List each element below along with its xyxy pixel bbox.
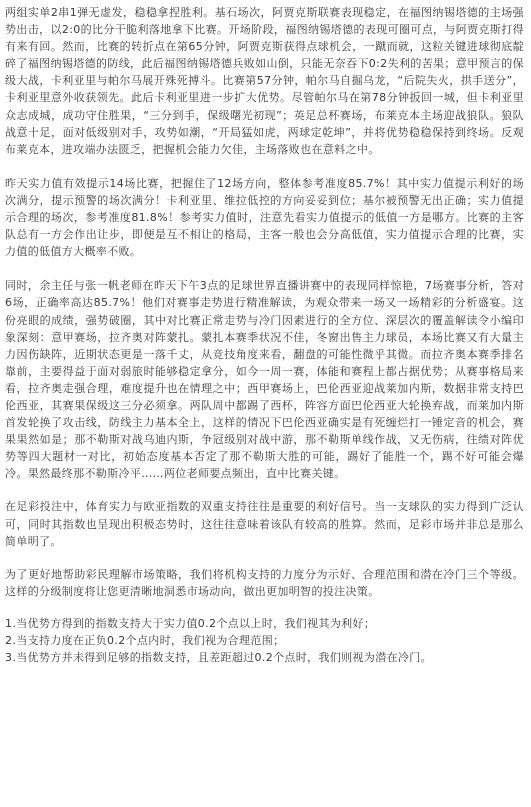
list-item: 1.当优势方得到的指数支持大于实力值0.2个点以上时，我们视其为利好； — [5, 616, 376, 630]
paragraph-dual-support-intro: 在足彩投注中，体育实力与欧亚指数的双重支持往往是重要的利好信号。当一支球队的实力得到广泛认可，同时其指数也呈现出积极态势时，这往往意味着该队有较高的胜算。然而，足彩市场并非总是那么简单明了。 — [5, 500, 524, 548]
paragraph-match-recap: 两组实单2串1弹无虚发，稳稳拿捏胜利。基石场次，阿贾克斯联赛表现稳定，在福图纳锡塔德的主场强势出击，以2:0的比分干脆利落地拿下比赛。开场阶段，福图纳锡塔德的表现可圈可点，与阿贾克斯打得有来有回。然而，比赛的转折点在第65分钟，阿贾克斯获得点球机会，一蹴而就，这粒关键进球彻底靛碎了福图纳锡塔德的防线，此后福图纳锡塔德兵败如山倒，只能无奈吞下0:2失利的苦果；意甲预言的保级大战，卡利亚里与帕尔马展开殊死搏斗。比赛第57分钟，帕尔马自掘乌龙，“后院失火，拱手送分”，卡利亚里意外收获领先。此后卡利亚里进一步扩大优势。尽管帕尔马在第78分钟扳回一城，但卡利亚里众志成城，成功守住胜果，“三分到手，保级曙光初现”；英足总杯赛场，布莱克本主场迎战狼队。狼队战意十足，面对低级别对手，攻势如潮，“开局猛如虎，两球定乾坤”，并将优势稳稳保持到终场。反观布莱克本，进攻端办法匮乏，把握机会能力欠佳，主场落败也在意料之中。 — [5, 6, 524, 156]
paragraph-live-broadcast-review: 同时，余主任与张一帆老师在昨天下午3点的足球世界直播讲赛中的表现同样惊艳，7场赛事分析，答对6场，正确率高达85.7%！他们对赛事走势进行精准解读，为观众带来一场又一场精彩的分析盛宴。这份亮眼的成绩，强势破圈，其中对比赛正常走势与冷门因素进行的全方位、深层次的覆盖解读令小编印象深刻：意甲赛场，拉齐奥对阵蒙扎。蒙扎本赛季状况不佳，冬窗出售主力球员，本场比赛又有大量主力因伤缺阵，近期状态更是一落千丈，从竞技角度来看，翻盘的可能性微乎其微。而拉齐奥本赛季排名靠前，主要得益于面对弱旅时能够稳定拿分，如今一周一赛，体能和赛程上都占据优势；从赛事格局来看，拉齐奥走强合理，难度提升也在情理之中；西甲赛场上，巴伦西亚迎战莱加内斯，数据非常支持巴伦西亚，其赛果保级这三分必须拿。两队周中都踢了西杯，阵容方面巴伦西亚大轮换弃战，而莱加内斯首发轮换了攻击线，防线主力基本全上，这样的情况下巴伦西亚确实是有死缠烂打一锤定音的机会，赛果果然如是；那不勒斯对战乌迪内斯，争冠级别对战中游，那不勒斯单线作战，又无伤病，往绩对阵优势等四大题材一对比，初始态度基本否定了那不勒斯大胜的可能，踢好了能胜一个，踢不好可能会爆冷。果然最终那不勒斯冷平……两位老师要点频出，直中比赛关键。 — [5, 279, 524, 481]
grading-rules-list — [5, 615, 524, 666]
list-item: 2.当支持力度在正负0.2个点内时，我们视为合理范围； — [5, 634, 285, 647]
paragraph-grading-system: 为了更好地帮助彩民理解市场策略，我们将机构支持的力度分为示好、合理范围和潜在冷门三个等级。这样的分级制度将让您更清晰地洞悉市场动向，做出更加明智的投注决策。 — [5, 567, 524, 598]
paragraph-strength-value-review: 昨天实力值有效提示14场比赛，把握住了12场方向，整体参考准度85.7%！其中实力值提示利好的场次满分，提示预警的场次满分！卡利亚里、维拉低控的方向妥妥到位；基尔被预警无出正确；实力值提示合理的场次，参考准度81.8%！参考实力值时，注意先看实力值提示的低值一方是哪方。比赛的主客队总有一方会作出让步，即便是互不相让的格局，主客一般也会分高低值，实力值提示合理的比赛，实力值的低值方大概率不败。 — [5, 176, 524, 259]
list-item: 3.当优势方并未得到足够的指数支持，且差距超过0.2个点时，我们则视为潜在冷门。 — [5, 651, 432, 665]
